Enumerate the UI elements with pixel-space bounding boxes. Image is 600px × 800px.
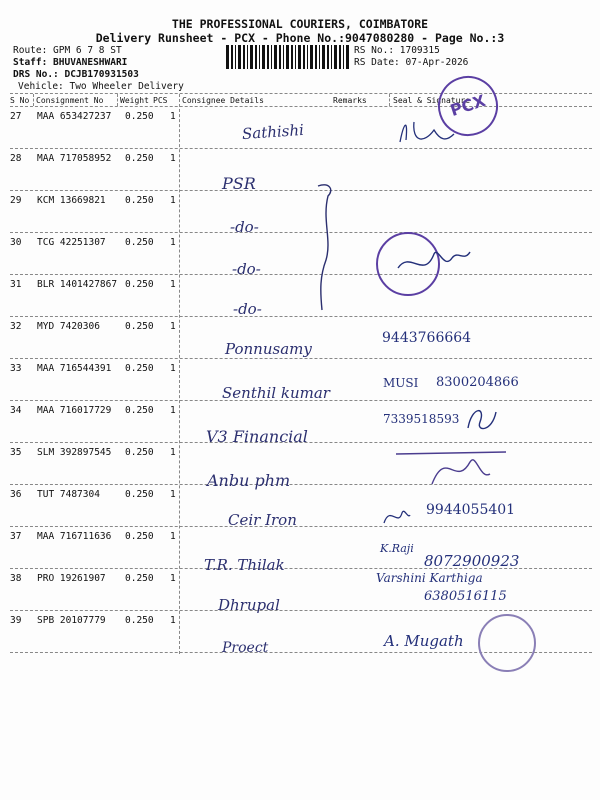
row-pcs: 1 (170, 489, 176, 500)
divider (10, 93, 592, 94)
barcode-bar (334, 45, 337, 69)
barcode-bar (339, 45, 341, 69)
barcode-bar (231, 45, 233, 69)
col-weight: Weight (120, 96, 149, 105)
handwritten-name: -do- (230, 218, 259, 236)
row-pcs: 1 (170, 447, 176, 458)
barcode-bar (279, 45, 281, 69)
row-pcs: 1 (170, 111, 176, 122)
rs-date: RS Date: 07-Apr-2026 (354, 57, 469, 68)
row-pcs: 1 (170, 153, 176, 164)
col-divider (389, 94, 390, 106)
row-sno: 30 (10, 237, 22, 248)
row-consignment: PRO 19261907 (37, 573, 106, 584)
row-pcs: 1 (170, 363, 176, 374)
row-pcs: 1 (170, 279, 176, 290)
col-seal: Seal & Signature (393, 96, 471, 105)
row-divider (10, 358, 592, 359)
handwritten-name: Anbu phm (207, 471, 291, 490)
row-sno: 37 (10, 531, 22, 542)
row-consignment: SPB 20107779 (37, 615, 106, 626)
pcx-stamp: PCX (430, 68, 506, 144)
handwritten-name: Proect (222, 640, 269, 656)
round-company-seal (478, 614, 536, 672)
row-sno: 31 (10, 279, 22, 290)
row-pcs: 1 (170, 573, 176, 584)
row-consignment: MAA 717058952 (37, 153, 112, 164)
handwritten-name: Dhrupal (218, 596, 280, 614)
signature-row-35 (386, 444, 526, 496)
runsheet-subtitle: Delivery Runsheet - PCX - Phone No.:9047080280 - Page No.:3 (95, 31, 505, 45)
row-sno: 36 (10, 489, 22, 500)
handwritten-name: Senthil kumar (222, 384, 330, 402)
barcode-bar (238, 45, 241, 69)
barcode-bar (250, 45, 253, 69)
handwritten-name: Sathishi (241, 120, 305, 144)
barcode-bar (331, 45, 332, 69)
barcode-bar (262, 45, 265, 69)
barcode-bar (286, 45, 289, 69)
route-label: Route: GPM 6 7 8 ST (13, 45, 122, 56)
handwritten-name: Ponnusamy (225, 340, 312, 358)
row-divider (10, 106, 592, 107)
handwritten-name: PSR (222, 174, 256, 193)
row-divider (10, 526, 592, 527)
barcode-bar (283, 45, 284, 69)
row-pcs: 1 (170, 321, 176, 332)
staff-label: Staff: BHUVANESHWARI (13, 57, 128, 68)
row-pcs: 1 (170, 615, 176, 626)
handwritten-name: V3 Financial (206, 427, 308, 446)
rs-number: RS No.: 1709315 (354, 45, 440, 56)
barcode-bar (274, 45, 277, 69)
row-sno: 34 (10, 405, 22, 416)
row-consignment: MAA 716544391 (37, 363, 112, 374)
row-consignment: SLM 392897545 (37, 447, 112, 458)
phone-number: 6380516115 (424, 589, 507, 604)
row-consignment: MAA 653427237 (37, 111, 112, 122)
handwritten-name: -do- (232, 260, 261, 278)
table-row (0, 568, 600, 610)
row-pcs: 1 (170, 531, 176, 542)
row-weight: 0.250 (125, 489, 154, 500)
row-sno: 32 (10, 321, 22, 332)
drs-label: DRS No.: DCJB170931503 (13, 69, 139, 80)
row-weight: 0.250 (125, 447, 154, 458)
row-consignment: MYD 7420306 (37, 321, 100, 332)
col-pcs: PCS (153, 96, 168, 105)
barcode-bar (327, 45, 329, 69)
row-consignment: MAA 716017729 (37, 405, 112, 416)
barcode-bar (315, 45, 317, 69)
row-sno: 28 (10, 153, 22, 164)
barcode-bar (346, 45, 349, 69)
row-sno: 38 (10, 573, 22, 584)
barcode-bar (243, 45, 245, 69)
row-weight: 0.250 (125, 153, 154, 164)
row-weight: 0.250 (125, 405, 154, 416)
phone-number: 9443766664 (382, 330, 472, 346)
barcode-bar (247, 45, 248, 69)
signature-row-34 (462, 402, 502, 438)
phone-number: 8072900923 (424, 552, 520, 570)
barcode-bar (319, 45, 320, 69)
barcode-bar (298, 45, 301, 69)
barcode-bar (307, 45, 308, 69)
col-details: Consignee Details (182, 96, 264, 105)
row-consignment: TCG 42251307 (37, 237, 106, 248)
row-pcs: 1 (170, 237, 176, 248)
barcode-bar (226, 45, 229, 69)
row-consignment: KCM 13669821 (37, 195, 106, 206)
row-weight: 0.250 (125, 321, 154, 332)
handwritten-name: -do- (233, 300, 262, 318)
receiver-name: Varshini Karthiga (376, 571, 483, 585)
col-divider (117, 94, 118, 106)
row-sno: 27 (10, 111, 22, 122)
row-consignment: TUT 7487304 (37, 489, 100, 500)
barcode-bar (291, 45, 293, 69)
row-consignment: MAA 716711636 (37, 531, 112, 542)
col-consignment: Consignment No (36, 96, 104, 105)
row-pcs: 1 (170, 405, 176, 416)
row-weight: 0.250 (125, 363, 154, 374)
handwritten-name: Ceir Iron (228, 511, 297, 529)
row-weight: 0.250 (125, 615, 154, 626)
signature-row-36 (380, 503, 414, 529)
receiver-name: MUSI (383, 376, 419, 390)
signature-row-39: A. Mugath (384, 632, 464, 650)
row-weight: 0.250 (125, 237, 154, 248)
barcode-bar (235, 45, 236, 69)
row-weight: 0.250 (125, 195, 154, 206)
row-consignment: BLR 1401427867 (37, 279, 118, 290)
row-sno: 29 (10, 195, 22, 206)
row-pcs: 1 (170, 195, 176, 206)
col-sno: S No (10, 96, 30, 105)
row-divider (10, 610, 592, 611)
row-divider (10, 148, 592, 149)
row-weight: 0.250 (125, 531, 154, 542)
signature-row-30 (394, 240, 474, 284)
receiver-name: K.Raji (380, 542, 414, 555)
handwritten-name: T.R. Thilak (204, 556, 285, 574)
barcode-bar (267, 45, 269, 69)
barcode-bar (322, 45, 325, 69)
barcode-bar (310, 45, 313, 69)
vehicle-label: Vehicle: Two Wheeler Delivery (18, 81, 184, 92)
phone-number: 7339518593 (383, 412, 460, 426)
row-sno: 35 (10, 447, 22, 458)
col-remarks: Remarks (333, 96, 367, 105)
barcode-bar (343, 45, 344, 69)
company-title: THE PROFESSIONAL COURIERS, COIMBATORE (171, 17, 429, 31)
barcode-bar (271, 45, 272, 69)
row-weight: 0.250 (125, 111, 154, 122)
barcode-bar (303, 45, 305, 69)
bracket-mark (300, 180, 340, 320)
row-sno: 39 (10, 615, 22, 626)
row-weight: 0.250 (125, 573, 154, 584)
col-divider (33, 94, 34, 106)
phone-number: 9944055401 (426, 502, 516, 518)
barcode (226, 45, 350, 69)
row-sno: 33 (10, 363, 22, 374)
barcode-bar (295, 45, 296, 69)
barcode-bar (259, 45, 260, 69)
row-weight: 0.250 (125, 279, 154, 290)
phone-number: 8300204866 (436, 375, 519, 390)
barcode-bar (255, 45, 257, 69)
